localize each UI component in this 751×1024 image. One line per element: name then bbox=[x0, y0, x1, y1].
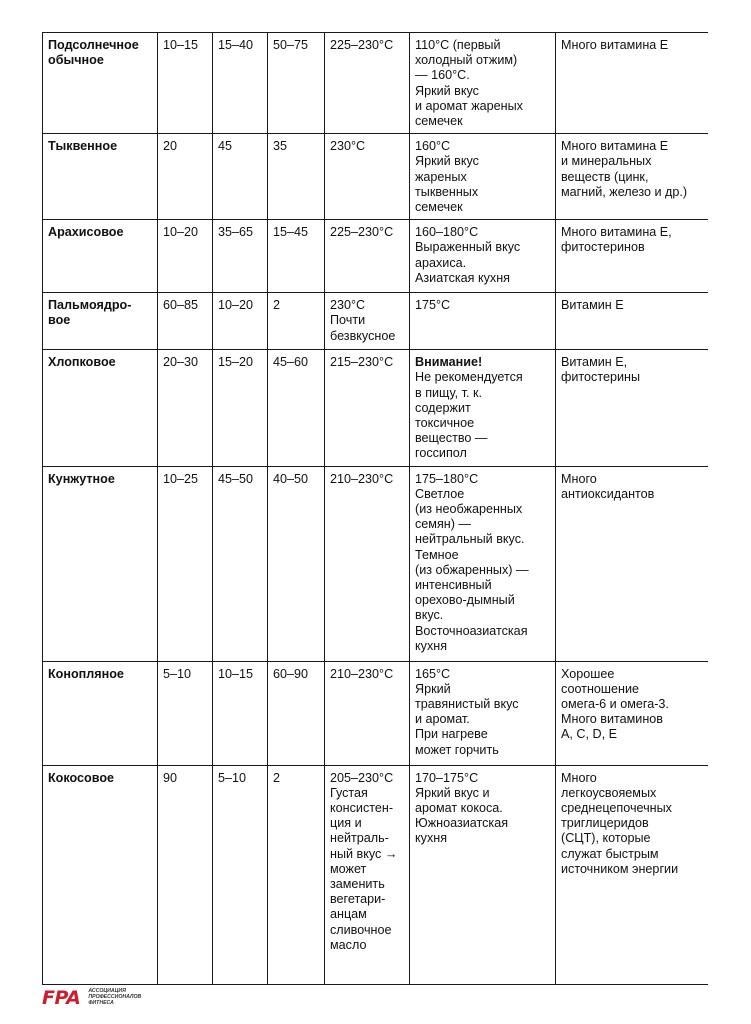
logo-line: ФИТНЕСА bbox=[88, 999, 114, 1006]
cell-value: 10–15 bbox=[158, 33, 213, 134]
oil-name: Кокосовое bbox=[43, 765, 158, 984]
table-row bbox=[43, 220, 708, 293]
cooking-temp bbox=[410, 350, 556, 466]
cell-value: 10–25 bbox=[158, 466, 213, 661]
cell-value: 5–10 bbox=[158, 661, 213, 765]
cell-value: 45 bbox=[213, 134, 268, 220]
cell-value: 2 bbox=[268, 765, 325, 984]
nutrients: Много легкоусвояемых среднецепочечных триглицеридов (СЦТ), которые служат быстрым источником энергии bbox=[556, 765, 708, 984]
nutrients: Много витамина Е и минеральных веществ (цинк, магний, железо и др.) bbox=[556, 134, 708, 220]
smoke-point: 205–230°С Густая консистен- ция и нейтраль- ный вкус → может заменить вегетари- анцам сливочное масло bbox=[325, 765, 410, 984]
cooking-temp: 110°С (первый холодный отжим) — 160°С. Яркий вкус и аромат жареных семечек bbox=[410, 33, 556, 134]
cell-value: 10–15 bbox=[213, 661, 268, 765]
logo-line: ПРОФЕССИОНАЛОВ bbox=[88, 994, 142, 1001]
cell-value: 60–90 bbox=[268, 661, 325, 765]
table-row bbox=[43, 661, 708, 765]
cooking-temp: 160–180°С Выраженный вкус арахиса. Азиатская кухня bbox=[410, 220, 556, 293]
oils-table bbox=[42, 32, 708, 985]
table-row bbox=[43, 293, 708, 350]
cooking-temp: 165°С Яркий травянистый вкус и аромат. При нагреве может горчить bbox=[410, 661, 556, 765]
smoke-point: 225–230°С bbox=[325, 33, 410, 134]
cell-value: 15–45 bbox=[268, 220, 325, 293]
cell-value: 15–40 bbox=[213, 33, 268, 134]
cell-value: 50–75 bbox=[268, 33, 325, 134]
cell-value: 10–20 bbox=[158, 220, 213, 293]
table-row bbox=[43, 350, 708, 466]
cell-value: 10–20 bbox=[213, 293, 268, 350]
warning-text: Не рекомендуется в пищу, т. к. содержит токсичное вещество — госсипол bbox=[415, 370, 523, 461]
smoke-point: 225–230°С bbox=[325, 220, 410, 293]
nutrients: Витамин Е, фитостерины bbox=[556, 350, 708, 466]
smoke-point: 210–230°С bbox=[325, 466, 410, 661]
logo-line: АССОЦИАЦИЯ bbox=[88, 988, 126, 995]
cell-value: 60–85 bbox=[158, 293, 213, 350]
oil-name: Пальмоядро- вое bbox=[43, 293, 158, 350]
cooking-temp: 170–175°С Яркий вкус и аромат кокоса. Южноазиатская кухня bbox=[410, 765, 556, 984]
smoke-point: 230°С Почти безвкусное bbox=[325, 293, 410, 350]
oil-name: Кунжутное bbox=[43, 466, 158, 661]
oil-name: Подсолнечное обычное bbox=[43, 33, 158, 134]
logo-caption bbox=[88, 989, 141, 1006]
cell-value: 45–60 bbox=[268, 350, 325, 466]
cell-value: 45–50 bbox=[213, 466, 268, 661]
cooking-temp: 175°С bbox=[410, 293, 556, 350]
cell-value: 90 bbox=[158, 765, 213, 984]
smoke-point: 230°С bbox=[325, 134, 410, 220]
oil-name: Конопляное bbox=[43, 661, 158, 765]
cooking-temp: 160°С Яркий вкус жареных тыквенных семечек bbox=[410, 134, 556, 220]
cell-value: 2 bbox=[268, 293, 325, 350]
nutrients: Витамин Е bbox=[556, 293, 708, 350]
cell-value: 20 bbox=[158, 134, 213, 220]
cell-value: 15–20 bbox=[213, 350, 268, 466]
nutrients: Много витамина Е, фитостеринов bbox=[556, 220, 708, 293]
table-row bbox=[43, 33, 708, 134]
nutrients: Много витамина Е bbox=[556, 33, 708, 134]
table-row bbox=[43, 134, 708, 220]
cell-value: 40–50 bbox=[268, 466, 325, 661]
cell-value: 5–10 bbox=[213, 765, 268, 984]
oil-name: Хлопковое bbox=[43, 350, 158, 466]
table-row bbox=[43, 765, 708, 984]
warning-label: Внимание! bbox=[415, 355, 483, 370]
smoke-point: 215–230°С bbox=[325, 350, 410, 466]
cooking-temp: 175–180°С Светлое (из необжаренных семян) — нейтральный вкус. Темное (из обжаренных) — интенсивный орехово-дымный вкус. Восточноазиатская кухня bbox=[410, 466, 556, 661]
oil-name: Арахисовое bbox=[43, 220, 158, 293]
table-row bbox=[43, 466, 708, 661]
cell-value: 20–30 bbox=[158, 350, 213, 466]
cell-value: 35 bbox=[268, 134, 325, 220]
fpa-logo bbox=[42, 987, 141, 1009]
cell-value: 35–65 bbox=[213, 220, 268, 293]
oil-name: Тыквенное bbox=[43, 134, 158, 220]
nutrients: Хорошее соотношение омега-6 и омега-3. Много витаминов А, С, D, Е bbox=[556, 661, 708, 765]
smoke-point: 210–230°С bbox=[325, 661, 410, 765]
nutrients: Много антиоксидантов bbox=[556, 466, 708, 661]
logo-mark: FPA bbox=[42, 987, 81, 1009]
